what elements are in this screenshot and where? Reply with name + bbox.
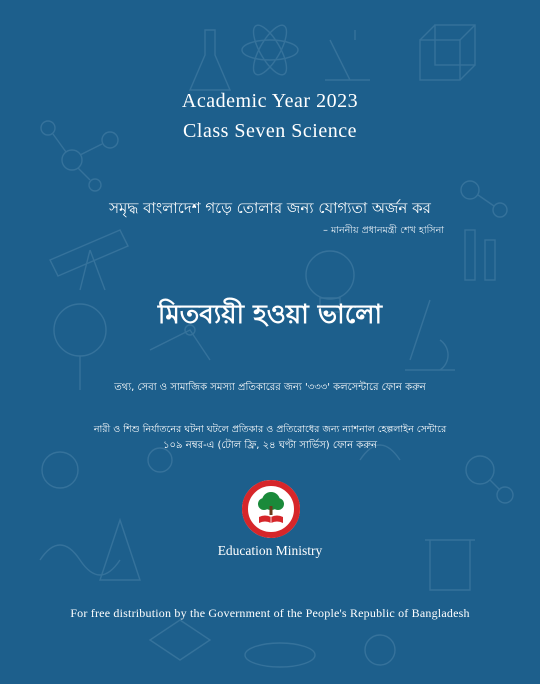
free-distribution-footer: For free distribution by the Government of the People's Republic of Bangladesh	[70, 606, 470, 620]
slogan-attribution: – মাননীয় প্রধানমন্ত্রী শেখ হাসিনা	[323, 225, 444, 236]
helpline-notice-line1: নারী ও শিশু নির্যাতনের ঘটনা ঘটলে প্রতিকার ও প্রতিরোধের জন্য ন্যাশনাল হেল্পলাইন সেন্টারে	[93, 424, 447, 435]
helpline-notice-line2: ১০৯ নম্বর-এ (টোল ফ্রি, ২৪ ঘণ্টা সার্ভিস) ফোন করুন	[163, 440, 377, 451]
call-center-notice: তথ্য, সেবা ও সামাজিক সমস্যা প্রতিকারের জন্য '৩৩৩' কলসেন্টারে ফোন করুন	[114, 382, 426, 393]
class-subject-title: Class Seven Science	[183, 120, 357, 142]
education-ministry-emblem-icon	[241, 479, 301, 539]
slogan: সমৃদ্ধ বাংলাদেশ গড়ে তোলার জন্য যোগ্যতা অর্জন কর	[109, 199, 431, 217]
ministry-name: Education Ministry	[217, 543, 323, 558]
motto-heading: মিতব্যয়ী হওয়া ভালো	[157, 300, 383, 330]
academic-year-title: Academic Year 2023	[181, 90, 359, 112]
